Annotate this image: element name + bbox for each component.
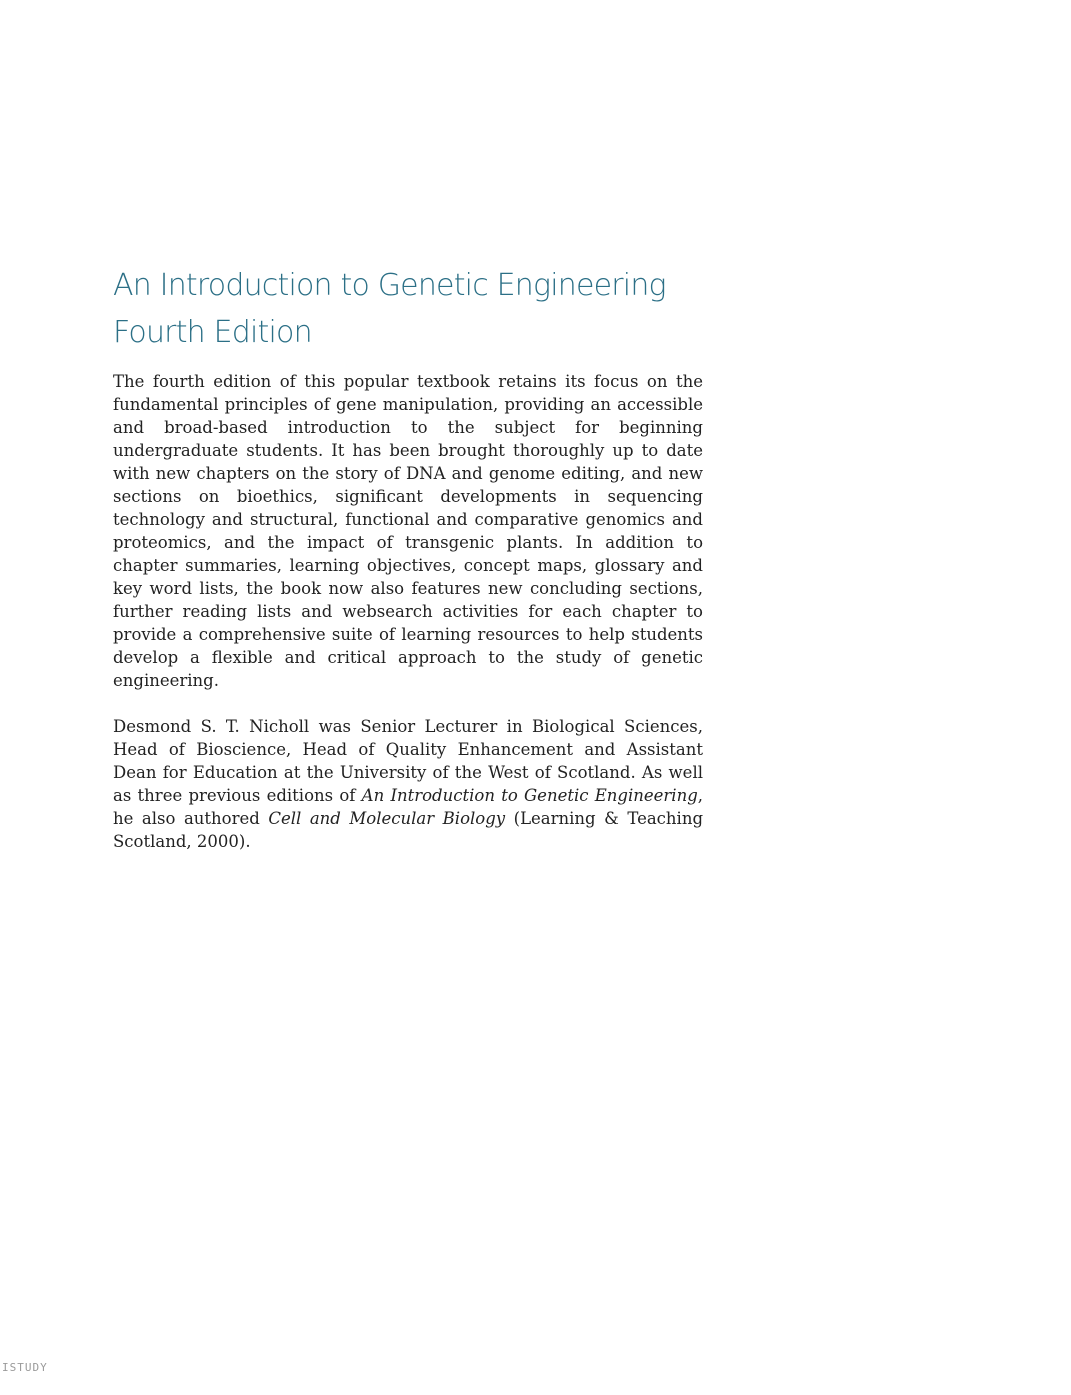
book-reference-title: An Introduction to Genetic Engineering [361,786,698,805]
title-line-edition: Fourth Edition [113,315,312,350]
author-bio-text-1: Desmond S. T. Nicholl was Senior Lecturer in Biological Sciences, Head of Bioscience, Head of Quality Enhancement and Assistant Dean for Education at the University of the West of Scotland. As well as three previous editions of [113,717,703,805]
title-line-main: An Introduction to Genetic Engineering [113,268,666,303]
book-description: The fourth edition of this popular textbook retains its focus on the fundamental principles of gene manipulation, providing an accessible and broad-based introduction to the subject for beginning undergraduate students. It has been brought thoroughly up to date with new chapters on the story of DNA and genome editing, and new sections on bioethics, significant developments in sequencing technology and structural, functional and comparative genomics and proteomics, and the impact of transgenic plants. In addition to chapter summaries, learning objectives, concept maps, glossary and key word lists, the book now also features new concluding sections, further reading lists and websearch activities for each chapter to provide a comprehensive suite of learning resources to help students develop a flexible and critical approach to the study of genetic engineering. [113,372,703,690]
book-title [113,262,733,356]
other-book-title: Cell and Molecular Biology [268,809,506,828]
body-text [113,370,703,853]
author-bio-text-2: , he also authored [113,786,704,828]
watermark: ISTUDY [2,1361,48,1374]
author-bio [113,715,703,853]
author-bio-text-3: (Learning & Teaching Scotland, 2000). [113,809,704,851]
